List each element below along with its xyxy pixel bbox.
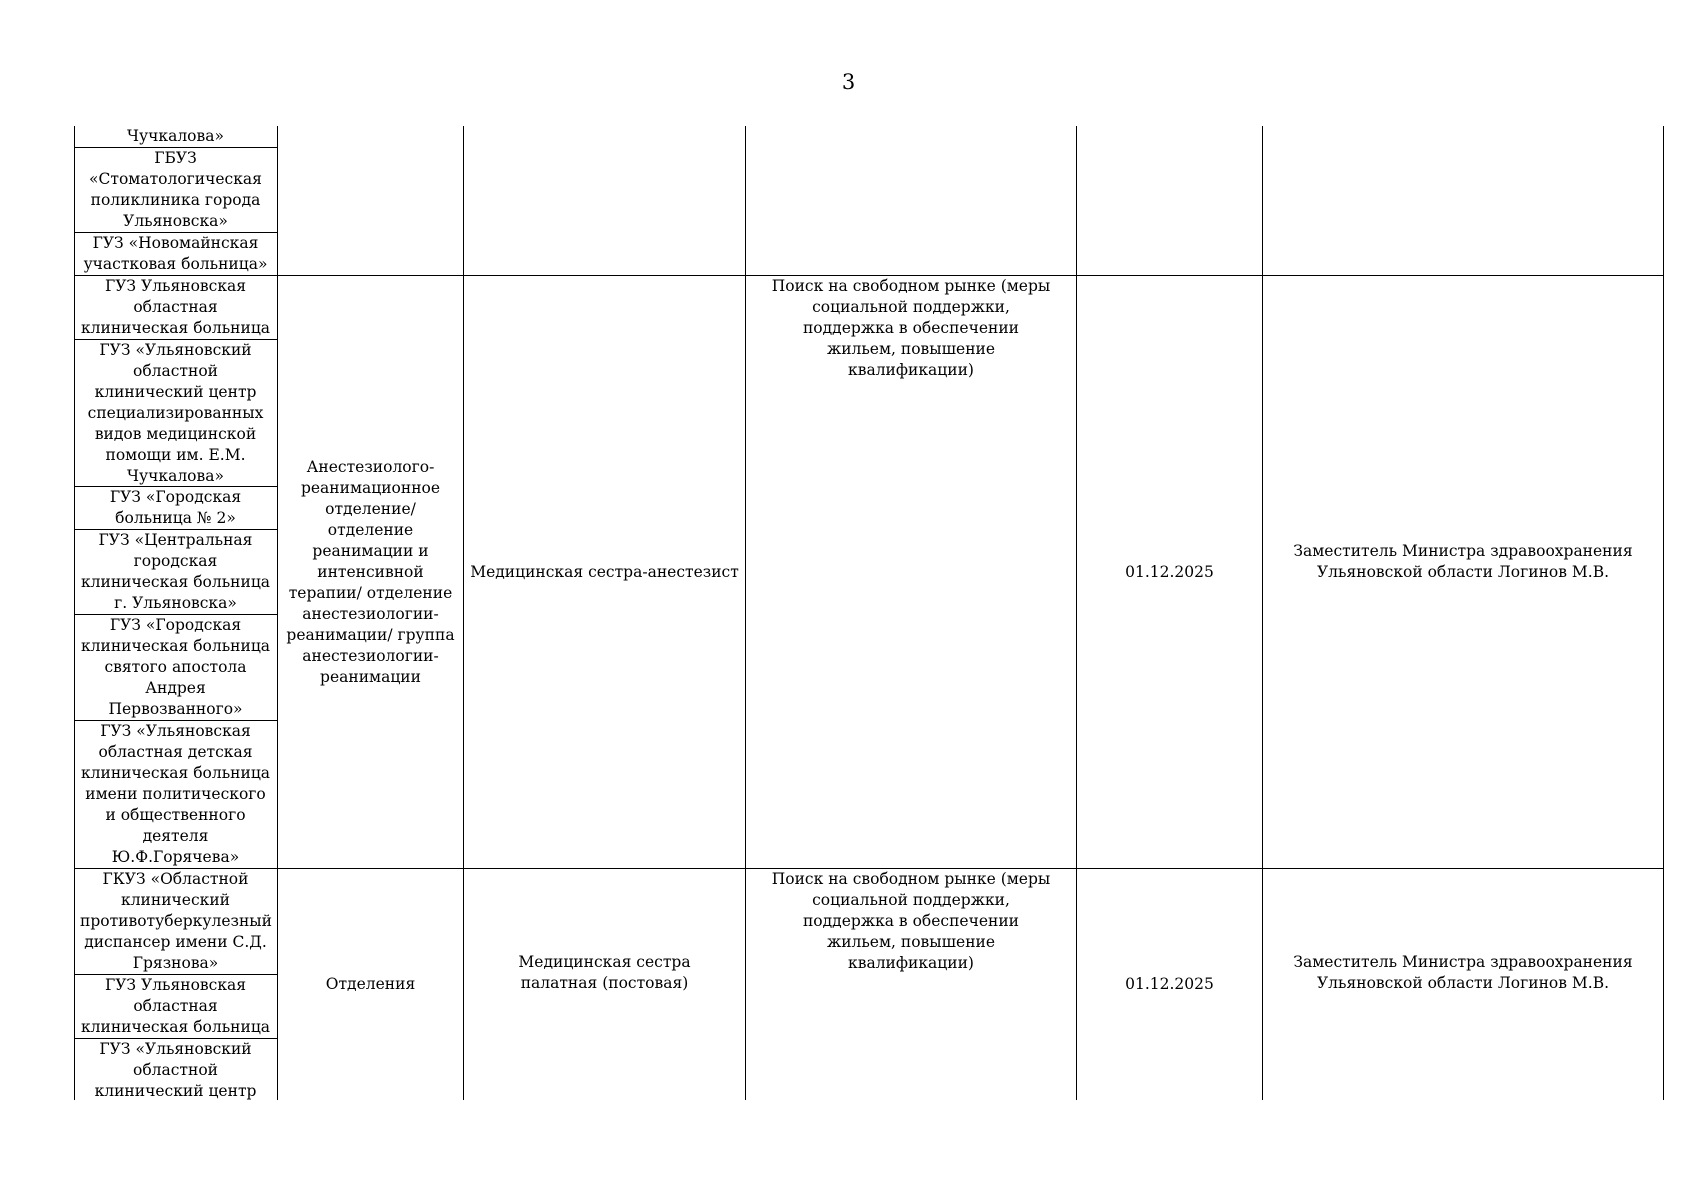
- department-text: Отделения: [325, 975, 416, 993]
- institution-cell: ГКУЗ «Областной клинический противотуберкулезный диспансер имени С.Д. Грязнова»: [80, 870, 272, 972]
- measures-text: Поиск на свободном рынке (меры социальной поддержки, поддержка в обеспечении жильем, повышение квалификации): [771, 870, 1051, 972]
- page-number: 3: [841, 70, 856, 94]
- institution-cell: ГУЗ Ульяновская областная клиническая больница: [80, 976, 271, 1036]
- institution-cell: ГУЗ «Городская больница № 2»: [109, 488, 242, 527]
- measures-cell: [746, 276, 1076, 868]
- responsible-cell: [1263, 869, 1663, 1077]
- institution-cell: ГУЗ «Ульяновский областной клинический центр: [94, 1040, 257, 1100]
- responsible-text: Заместитель Министра здравоохранения Ульяновской области Логинов М.В.: [1293, 953, 1633, 992]
- institution-cell: ГУЗ «Городская клиническая больница святого апостола Андрея Первозванного»: [80, 616, 271, 718]
- position-cell: [464, 276, 745, 868]
- department-text: Анестезиолого-реанимационное отделение/ отделение реанимации и интенсивной терапии/ отделение анестезиологии-реанимации/ группа анестезиологии-реанимации: [286, 457, 455, 686]
- institution-cell: ГУЗ «Новомайнская участковая больница»: [83, 234, 268, 273]
- position-cell: [464, 869, 745, 1077]
- date-text: 01.12.2025: [1125, 975, 1214, 993]
- date-cell: [1077, 869, 1262, 1100]
- institution-cell: ГУЗ «Ульяновская областная детская клиническая больница имени политического и общественного деятеля Ю.Ф.Горячева»: [80, 722, 271, 866]
- measures-table: [74, 126, 1664, 1100]
- department-cell: [278, 869, 463, 1100]
- date-cell: [1077, 276, 1262, 868]
- measures-cell: [746, 869, 1076, 1100]
- date-text: 01.12.2025: [1125, 562, 1214, 581]
- institution-cell: ГБУЗ «Стоматологическая поликлиника города Ульяновска»: [89, 149, 262, 230]
- position-text: Медицинская сестра палатная (постовая): [518, 953, 691, 992]
- institution-cell: ГУЗ «Центральная городская клиническая больница г. Ульяновска»: [80, 531, 271, 612]
- position-text: Медицинская сестра-анестезист: [470, 562, 739, 581]
- department-cell: [278, 276, 463, 868]
- measures-text: Поиск на свободном рынке (меры социальной поддержки, поддержка в обеспечении жильем, повышение квалификации): [771, 277, 1051, 379]
- institution-cell: ГУЗ Ульяновская областная клиническая больница: [80, 277, 271, 337]
- responsible-text: Заместитель Министра здравоохранения Ульяновской области Логинов М.В.: [1293, 542, 1633, 581]
- institution-cell: ГУЗ «Ульяновский областной клинический центр специализированных видов медицинской помощи им. Е.М. Чучкалова»: [87, 341, 264, 485]
- column-border: [1663, 126, 1664, 1100]
- responsible-cell: [1263, 276, 1663, 848]
- institution-cell: Чучкалова»: [127, 127, 224, 145]
